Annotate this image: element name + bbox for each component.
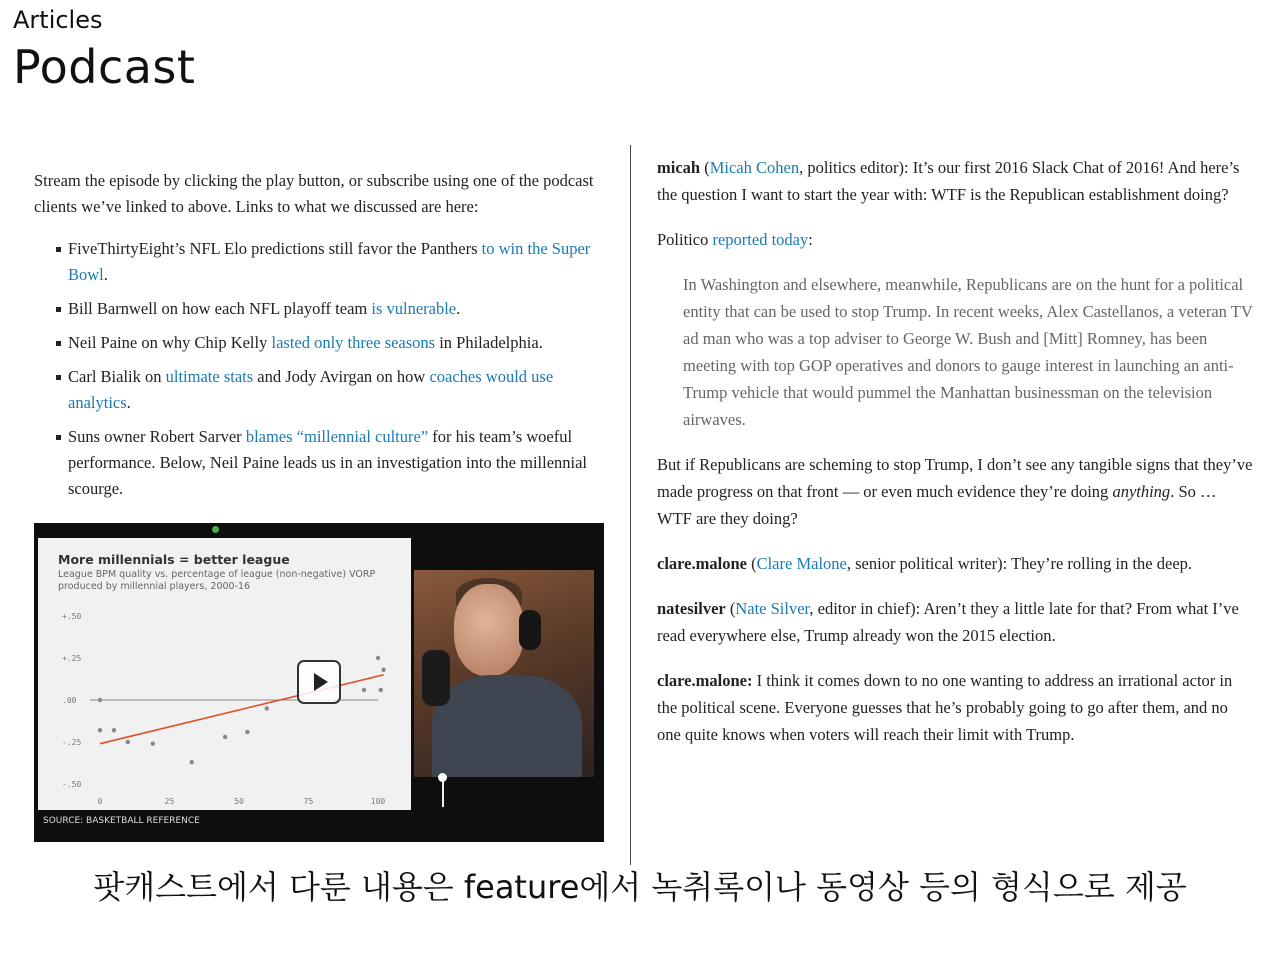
headphone-icon xyxy=(519,610,541,650)
link-is-vulnerable[interactable]: is vulnerable xyxy=(371,299,457,318)
list-item: Neil Paine on why Chip Kelly lasted only three seasons in Philadelphia. xyxy=(34,330,609,356)
intro-paragraph: Stream the episode by clicking the play button, or subscribe using one of the podcast clients we’ve linked to above. Links to what we discussed are here: xyxy=(34,171,594,216)
link-ultimate-stats[interactable]: ultimate stats xyxy=(165,367,254,386)
links-list xyxy=(34,236,609,502)
chat-message: natesilver (Nate Silver, editor in chief): Aren’t they a little late for that? From what I’ve read everywhere else, Trump already won the 2015 election. xyxy=(657,599,1239,645)
data-point xyxy=(190,760,194,764)
chart-title: More millennials = better league xyxy=(58,552,290,567)
link-micah-cohen[interactable]: Micah Cohen xyxy=(709,158,800,177)
x-tick-label: 0 xyxy=(97,797,103,806)
slide-caption: 팟캐스트에서 다룬 내용은 feature에서 녹취록이나 동영상 등의 형식으로 제공 xyxy=(93,868,1187,906)
play-button[interactable] xyxy=(297,660,341,704)
chat-message: clare.malone: I think it comes down to no one wanting to address an irrational actor in the political scene. Everyone guesses that he’s probably going to go after them, and no one quite knows when voters will reach their limit with Trump. xyxy=(657,671,1233,744)
data-point xyxy=(381,668,385,672)
status-dot xyxy=(212,526,219,533)
host-body xyxy=(432,675,582,777)
chat-message: Politico reported today: xyxy=(657,230,813,249)
y-tick-label: +.25 xyxy=(62,654,82,663)
chat-message: clare.malone (Clare Malone, senior political writer): They’re rolling in the deep. xyxy=(657,554,1193,573)
y-tick-label: -.25 xyxy=(62,738,82,747)
list-item: FiveThirtyEight’s NFL Elo predictions still favor the Panthers to win the Super Bowl. xyxy=(34,236,609,288)
speaker-name: micah xyxy=(657,158,701,177)
column-divider xyxy=(630,145,631,865)
data-point xyxy=(112,728,116,732)
list-item: Suns owner Robert Sarver blames “millennial culture” for his team’s woeful performance. Below, Neil Paine leads us in an investigation into the millennial scourge. xyxy=(34,424,609,502)
blockquote: In Washington and elsewhere, meanwhile, Republicans are on the hunt for a political entity that can be used to stop Trump. In recent weeks, Alex Castellanos, a veteran TV ad man who was a top adviser to George W. Bush and [Mitt] Romney, has been meeting with top GOP operatives and donors to gauge interest in launching an anti-Trump vehicle that would pummel the Manhattan businessman on the television airwaves. xyxy=(683,275,1253,429)
chart-subtitle: League BPM quality vs. percentage of league (non-negative) VORP produced by millennial players, 2000-16 xyxy=(58,569,376,592)
link-millennial-culture[interactable]: blames “millennial culture” xyxy=(245,427,429,446)
data-point xyxy=(379,688,383,692)
page-title: Podcast xyxy=(13,40,196,94)
chart-panel xyxy=(38,538,411,810)
data-point xyxy=(223,735,227,739)
link-reported-today[interactable]: reported today xyxy=(712,230,809,249)
x-tick-label: 25 xyxy=(164,797,175,806)
chat-message: But if Republicans are scheming to stop Trump, I don’t see any tangible signs that they’ve made progress on that front — or even much evidence they’re doing anything. So … WTF are they doing? xyxy=(657,455,1253,528)
data-point xyxy=(126,740,130,744)
x-tick-label: 75 xyxy=(303,797,314,806)
left-column xyxy=(34,168,609,510)
y-tick-label: +.50 xyxy=(62,612,82,621)
video-player[interactable] xyxy=(34,523,604,842)
data-point xyxy=(362,688,366,692)
data-point xyxy=(98,728,102,732)
link-super-bowl[interactable]: to win the Super Bowl xyxy=(68,239,591,284)
speaker-name: natesilver xyxy=(657,599,726,618)
section-label: Articles xyxy=(13,6,103,34)
y-tick-label: -.50 xyxy=(62,780,82,789)
host-head xyxy=(454,584,524,676)
x-tick-label: 100 xyxy=(370,797,386,806)
link-coaches-analytics[interactable]: coaches would use analytics xyxy=(68,367,554,412)
data-point xyxy=(376,656,380,660)
y-tick-label: .00 xyxy=(62,696,77,705)
trend-line xyxy=(100,675,384,744)
right-column xyxy=(657,154,1255,766)
data-point xyxy=(265,706,269,710)
chat-message: micah (Micah Cohen, politics editor): It’s our first 2016 Slack Chat of 2016! And here’s the question I want to start the year with: WTF is the Republican establishment doing? xyxy=(657,158,1240,204)
scatter-chart xyxy=(38,538,411,810)
data-point xyxy=(245,730,249,734)
data-point xyxy=(98,698,102,702)
data-point xyxy=(151,741,155,745)
list-item: Carl Bialik on ultimate stats and Jody Avirgan on how coaches would use analytics. xyxy=(34,364,609,416)
speaker-name: clare.malone xyxy=(657,554,747,573)
link-nate-silver[interactable]: Nate Silver xyxy=(735,599,810,618)
x-tick-label: 50 xyxy=(234,797,244,806)
list-item: Bill Barnwell on how each NFL playoff team is vulnerable. xyxy=(34,296,609,322)
speaker-name: clare.malone: xyxy=(657,671,753,690)
chart-source: SOURCE: BASKETBALL REFERENCE xyxy=(43,816,200,826)
microphone-icon xyxy=(422,650,450,706)
link-three-seasons[interactable]: lasted only three seasons xyxy=(271,333,436,352)
video-frame-host xyxy=(414,570,594,777)
scrubber-handle[interactable] xyxy=(438,773,447,782)
link-clare-malone[interactable]: Clare Malone xyxy=(756,554,847,573)
